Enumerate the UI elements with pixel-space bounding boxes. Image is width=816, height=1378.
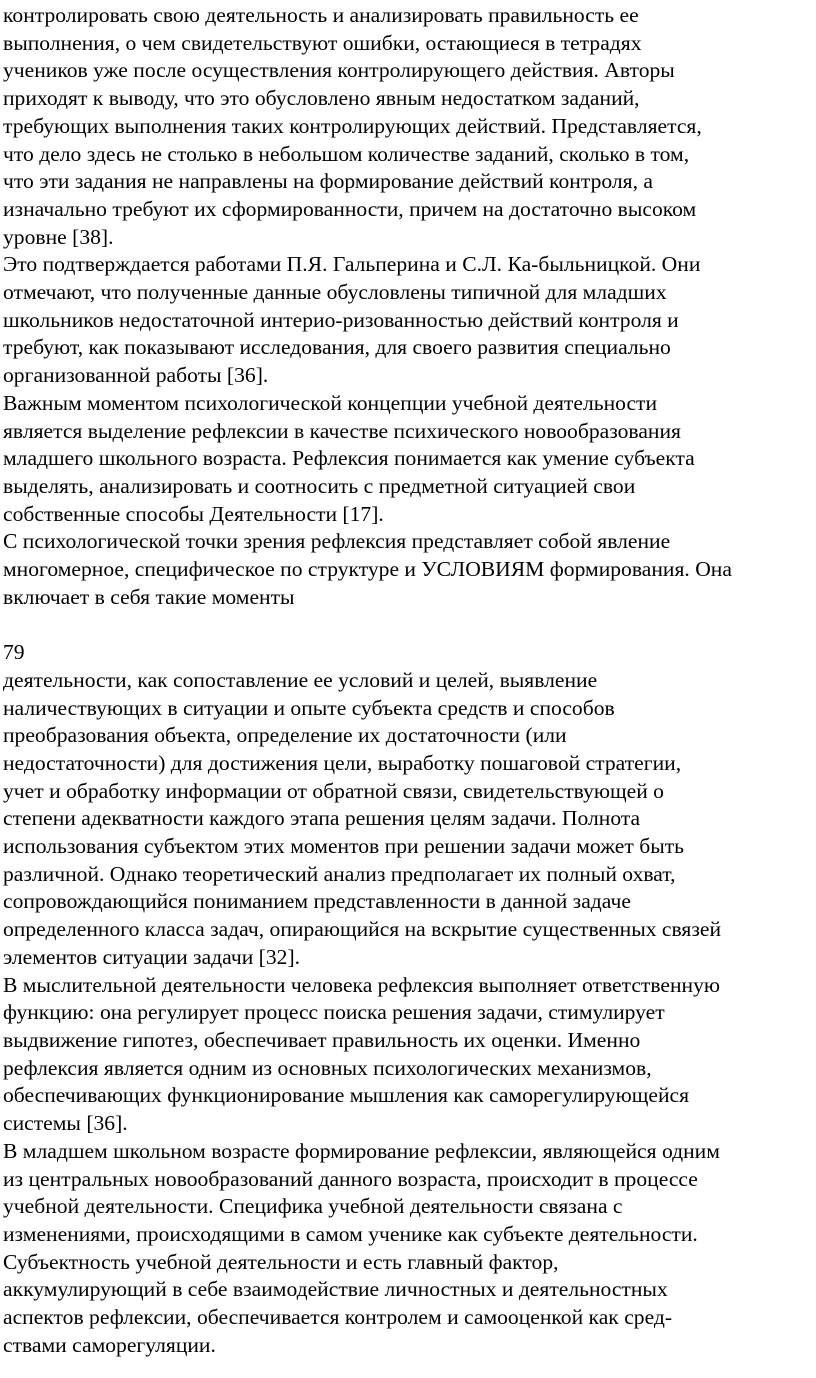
text-line: младшего школьного возраста. Рефлексия понимается как умение субъекта <box>3 446 695 471</box>
text-line: определенного класса задач, опирающийся на вскрытие существенных связей <box>3 917 722 942</box>
text-line: изменениями, происходящими в самом ученике как субъекте деятельности. <box>3 1221 698 1246</box>
text-line: уровне [38]. <box>3 224 114 249</box>
blank-line <box>3 611 816 639</box>
text-line: включает в себя такие моменты <box>3 584 295 609</box>
text-line: функцию: она регулирует процесс поиска решения задачи, стимулирует <box>3 1000 665 1025</box>
text-line: организованной работы [36]. <box>3 363 269 388</box>
text-line: выделять, анализировать и соотносить с предметной ситуацией свои <box>3 473 636 498</box>
text-line: ствами саморегуляции. <box>3 1332 216 1357</box>
paragraph <box>3 251 816 390</box>
text-section-after-page-break <box>3 667 816 1360</box>
text-line: В младшем школьном возрасте формирование рефлексии, являющейся одним <box>3 1138 720 1163</box>
paragraph <box>3 390 816 529</box>
text-line: Субъектность учебной деятельности и есть главный фактор, <box>3 1249 559 1274</box>
text-line: аспектов рефлексии, обеспечивается контролем и самооценкой как сред- <box>3 1305 673 1330</box>
text-line: собственные способы Деятельности [17]. <box>3 501 384 526</box>
text-line: школьников недостаточной интерио-ризованностью действий контроля и <box>3 307 679 332</box>
text-line: преобразования объекта, определение их достаточности (или <box>3 723 567 748</box>
text-section-before-page-break <box>3 2 816 611</box>
text-line: отмечают, что полученные данные обусловлены типичной для младших <box>3 280 667 305</box>
text-line: С психологической точки зрения рефлексия представляет собой явление <box>3 529 671 554</box>
text-line: изначально требуют их сформированности, причем на достаточно высоком <box>3 196 697 221</box>
text-line: выдвижение гипотез, обеспечивает правильность их оценки. Именно <box>3 1028 641 1052</box>
text-line: рефлексия является одним из основных психологических механизмов, <box>3 1055 652 1080</box>
text-line: что эти задания не направлены на формирование действий контроля, а <box>3 169 653 194</box>
text-line: требующих выполнения таких контролирующих действий. Представляется, <box>3 113 702 138</box>
text-line: недостаточности) для достижения цели, выработку пошаговой стратегии, <box>3 750 682 775</box>
text-line: учет и обработку информации от обратной связи, свидетельствующей о <box>3 778 664 803</box>
text-line: приходят к выводу, что это обусловлено явным недостатком заданий, <box>3 86 640 111</box>
text-line: системы [36]. <box>3 1111 128 1136</box>
text-line: деятельности, как сопоставление ее условий и целей, выявление <box>3 667 598 692</box>
text-line: элементов ситуации задачи [32]. <box>3 944 301 969</box>
text-line: различной. Однако теоретический анализ предполагает их полный охват, <box>3 861 676 886</box>
text-line: многомерное, специфическое по структуре и УСЛОВИЯМ формирования. Она <box>3 557 732 582</box>
paragraph <box>3 528 816 611</box>
text-line: аккумулирующий в себе взаимодействие личностных и деятельностных <box>3 1277 668 1302</box>
text-line: Это подтверждается работами П.Я. Гальперина и С.Л. Ка-быльницкой. Они <box>3 252 701 277</box>
text-line: обеспечивающих функционирование мышления как саморегулирующейся <box>3 1083 690 1108</box>
text-line: выполнения, о чем свидетельствуют ошибки, остающиеся в тетрадях <box>3 30 642 55</box>
text-line: степени адекватности каждого этапа решения целям задачи. Полнота <box>3 806 641 831</box>
paragraph <box>3 667 816 972</box>
text-line: сопровождающийся пониманием представленности в данной задаче <box>3 889 631 914</box>
text-line: контролировать свою деятельность и анализировать правильность ее <box>3 3 639 27</box>
text-line: является выделение рефлексии в качестве психического новообразования <box>3 418 681 443</box>
paragraph <box>3 2 816 251</box>
text-line: наличествующих в ситуации и опыте субъекта средств и способов <box>3 695 615 720</box>
text-line: использования субъектом этих моментов при решении задачи может быть <box>3 834 685 859</box>
paragraph <box>3 1138 816 1360</box>
text-line: В мыслительной деятельности человека рефлексия выполняет ответственную <box>3 972 721 997</box>
text-line: учебной деятельности. Специфика учебной деятельности связана с <box>3 1194 623 1219</box>
page-number: 79 <box>3 640 25 665</box>
text-line: требуют, как показывают исследования, для своего развития специально <box>3 335 671 360</box>
paragraph <box>3 972 816 1138</box>
text-line: из центральных новообразований данного возраста, происходит в процессе <box>3 1166 698 1191</box>
text-line: Важным моментом психологической концепции учебной деятельности <box>3 390 658 415</box>
text-line: что дело здесь не столько в небольшом количестве заданий, сколько в том, <box>3 141 690 166</box>
text-line: учеников уже после осуществления контролирующего действия. Авторы <box>3 58 675 83</box>
